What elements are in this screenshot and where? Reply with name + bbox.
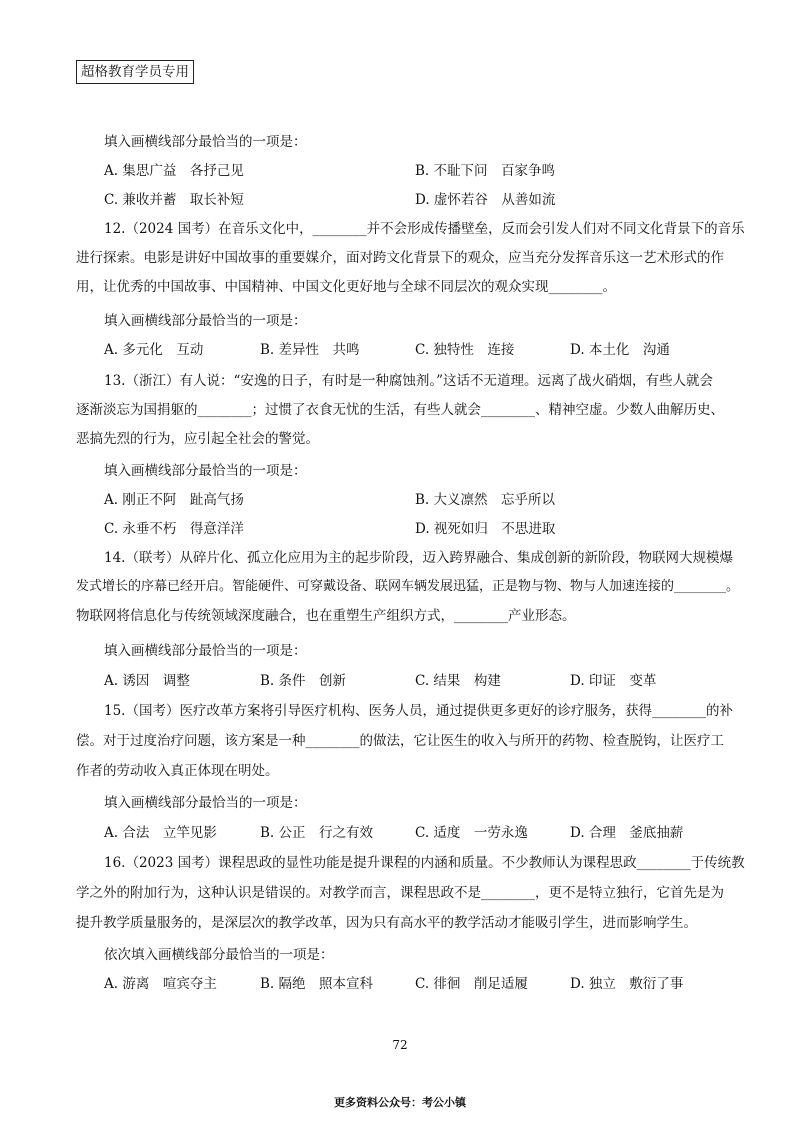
q11-option-c: C. 兼收并蓄 取长补短: [104, 192, 244, 208]
q15-prompt: 填入画横线部分最恰当的一项是：: [104, 795, 307, 811]
q14-option-a: A. 诱因 调整: [104, 673, 190, 689]
q14-line-3: 物联网将信息化与传统领域深度融合，也在重塑生产组织方式，________产业形态。: [76, 608, 576, 624]
q16-option-d: D. 独立 敷衍了事: [570, 976, 684, 992]
q13-option-d: D. 视死如归 不思进取: [415, 521, 556, 537]
footer-text: 更多资料公众号：考公小镇: [334, 1096, 466, 1109]
q16-line-3: 提升教学质量服务的，是深层次的教学改革，因为只有高水平的教学活动才能吸引学生，进而影响学生。: [76, 915, 697, 931]
q11-option-d: D. 虚怀若谷 从善如流: [415, 192, 556, 208]
q13-prompt: 填入画横线部分最恰当的一项是：: [104, 463, 307, 479]
q15-option-c: C. 适度 一劳永逸: [415, 825, 528, 841]
q15-option-a: A. 合法 立竿见影: [104, 825, 217, 841]
q16-prompt: 依次填入画横线部分最恰当的一项是：: [104, 947, 334, 963]
q15-option-d: D. 合理 釜底抽薪: [570, 825, 684, 841]
q15-option-b: B. 公正 行之有效: [260, 825, 374, 841]
q16-option-b: B. 隔绝 照本宣科: [260, 976, 374, 992]
q12-prompt: 填入画横线部分最恰当的一项是：: [104, 313, 307, 329]
q12-option-d: D. 本土化 沟通: [570, 342, 670, 358]
q14-option-c: C. 结果 构建: [415, 673, 501, 689]
header-label: 超格教育学员专用: [76, 60, 194, 84]
q13-line-1: 13.（浙江）有人说：“安逸的日子，有时是一种腐蚀剂。”这话不无道理。远离了战火硝烟，有些人就会: [104, 373, 714, 389]
q13-line-2: 逐渐淡忘为国捐躯的________；过惯了衣食无忧的生活，有些人就会________、精神空虚。少数人曲解历史、: [76, 402, 724, 418]
q16-line-2: 学之外的附加行为，这种认识是错误的。对教学而言，课程思政不是________，更不是特立独行，它首先是为: [76, 885, 724, 901]
q13-option-c: C. 永垂不朽 得意洋洋: [104, 521, 244, 537]
q11-option-a: A. 集思广益 各抒己见: [104, 163, 244, 179]
q13-option-b: B. 大义凛然 忘乎所以: [415, 492, 556, 508]
q11-prompt: 填入画横线部分最恰当的一项是：: [104, 134, 307, 150]
page-number: 72: [392, 1038, 408, 1052]
q12-option-c: C. 独特性 连接: [415, 342, 515, 358]
q13-option-a: A. 刚正不阿 趾高气扬: [104, 492, 244, 508]
q12-line-3: 用，让优秀的中国故事、中国精神、中国文化更好地与全球不同层次的观众实现________。: [76, 279, 616, 295]
q16-line-1: 16.（2023 国考）课程思政的显性功能是提升课程的内涵和质量。不少教师认为课程思政________于传统教: [104, 855, 745, 871]
q16-option-c: C. 徘徊 削足适履: [415, 976, 528, 992]
q15-line-3: 作者的劳动收入真正体现在明处。: [76, 763, 279, 779]
q12-option-a: A. 多元化 互动: [104, 342, 204, 358]
q14-option-b: B. 条件 创新: [260, 673, 347, 689]
q14-option-d: D. 印证 变革: [570, 673, 657, 689]
q12-line-1: 12.（2024 国考）在音乐文化中，________并不会形成传播壁垒，反而会引发人们对不同文化背景下的音乐: [104, 221, 745, 237]
q12-line-2: 进行探索。电影是讲好中国故事的重要媒介，面对跨文化背景下的观众，应当充分发挥音乐这一艺术形式的作: [76, 250, 724, 266]
q15-line-2: 偿。对于过度治疗问题，该方案是一种________的做法，它让医生的收入与所开的药物、检查脱钩，让医疗工: [76, 733, 724, 749]
q14-prompt: 填入画横线部分最恰当的一项是：: [104, 643, 307, 659]
q14-line-1: 14.（联考）从碎片化、孤立化应用为主的起步阶段，迈入跨界融合、集成创新的新阶段，物联网大规模爆: [104, 550, 733, 566]
q11-option-b: B. 不耻下问 百家争鸣: [415, 163, 556, 179]
q13-line-3: 恶搞先烈的行为，应引起全社会的警觉。: [76, 431, 319, 447]
q16-option-a: A. 游离 喧宾夺主: [104, 976, 217, 992]
q15-line-1: 15.（国考）医疗改革方案将引导医疗机构、医务人员，通过提供更多更好的诊疗服务，获得________的补: [104, 703, 733, 719]
q14-line-2: 发式增长的序幕已经开启。智能硬件、可穿戴设备、联网车辆发展迅猛，正是物与物、物与人加速连接的________。: [76, 579, 740, 594]
q12-option-b: B. 差异性 共鸣: [260, 342, 360, 358]
